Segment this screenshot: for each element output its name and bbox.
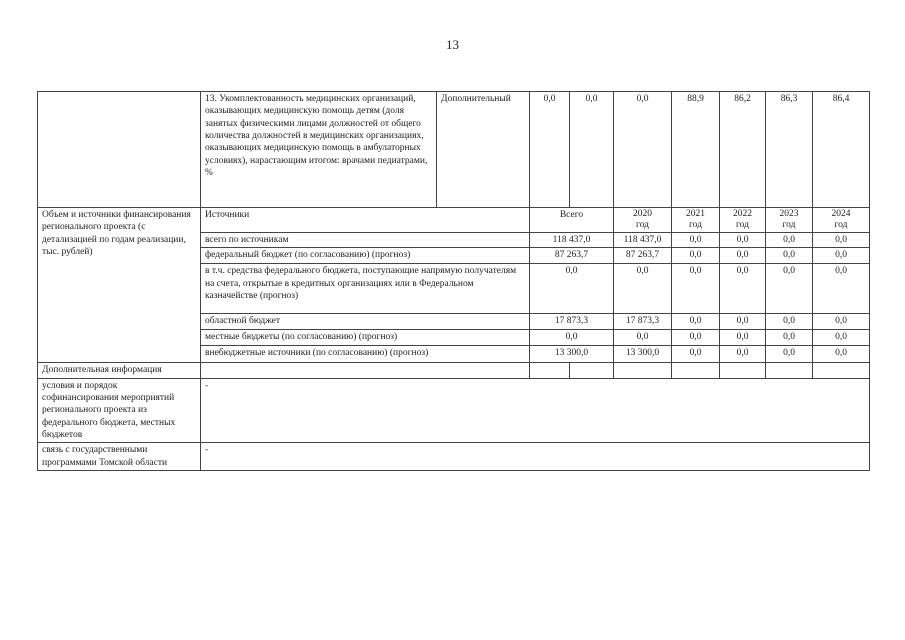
indicator-value: 86,4 <box>813 92 870 208</box>
funding-total-value: 87 263,7 <box>530 248 614 264</box>
funding-year-value: 0,0 <box>720 330 766 346</box>
indicator-value: 0,0 <box>530 92 570 208</box>
funding-year-value: 0,0 <box>672 264 720 314</box>
funding-total-value: 0,0 <box>530 330 614 346</box>
funding-label: Объем и источники финансирования регионального проекта (с детализацией по годам реализации, тыс. рублей) <box>38 208 201 363</box>
funding-year-value: 0,0 <box>672 314 720 330</box>
funding-source-label: областной бюджет <box>201 314 530 330</box>
funding-total-value: 118 437,0 <box>530 232 614 247</box>
funding-total-value: 0,0 <box>530 264 614 314</box>
funding-year-value: 0,0 <box>766 314 813 330</box>
funding-source-label: всего по источникам <box>201 232 530 247</box>
funding-total-value: 13 300,0 <box>530 346 614 363</box>
additional-info-empty-cell <box>672 363 720 378</box>
funding-year-value: 0,0 <box>720 248 766 264</box>
additional-info-empty-cell <box>813 363 870 378</box>
funding-source-label: местные бюджеты (по согласованию) (прогноз) <box>201 330 530 346</box>
additional-info-empty-cell <box>201 363 530 378</box>
indicator-empty-cell <box>38 92 201 208</box>
passport-table <box>37 91 870 471</box>
cofinancing-value: - <box>201 378 870 443</box>
indicator-value: 86,2 <box>720 92 766 208</box>
funding-source-label: федеральный бюджет (по согласованию) (прогноз) <box>201 248 530 264</box>
funding-total-header: Всего <box>530 208 614 233</box>
programs-label: связь с государственными программами Томской области <box>38 443 201 471</box>
indicator-row <box>38 92 870 208</box>
additional-info-row <box>38 363 870 378</box>
funding-year-value: 0,0 <box>720 314 766 330</box>
indicator-name: 13. Укомплектованность медицинских организаций, оказывающих медицинскую помощь детям (доля занятых физическими лицами должностей от общего количества должностей в медицинских организациях, оказывающих медицинскую помощь в амбулаторных условиях), нарастающим итогом: врачами педиатрами, % <box>201 92 437 208</box>
funding-year-value: 0,0 <box>766 264 813 314</box>
funding-year-header: 2020 год <box>614 208 672 233</box>
funding-sources-header: Источники <box>201 208 530 233</box>
page-number: 13 <box>446 37 459 52</box>
funding-year-value: 0,0 <box>813 248 870 264</box>
funding-year-value: 0,0 <box>813 264 870 314</box>
additional-info-label: Дополнительная информация <box>38 363 201 378</box>
funding-year-value: 0,0 <box>672 248 720 264</box>
funding-source-label: в т.ч. средства федерального бюджета, поступающие напрямую получателям на счета, открытые в кредитных организациях или в Федеральном казначействе (прогноз) <box>201 264 530 314</box>
funding-year-value: 87 263,7 <box>614 248 672 264</box>
funding-year-value: 0,0 <box>813 346 870 363</box>
funding-year-value: 0,0 <box>614 330 672 346</box>
funding-year-value: 17 873,3 <box>614 314 672 330</box>
programs-value: - <box>201 443 870 471</box>
funding-source-label: внебюджетные источники (по согласованию) (прогноз) <box>201 346 530 363</box>
additional-info-empty-cell <box>720 363 766 378</box>
funding-year-value: 0,0 <box>813 314 870 330</box>
funding-year-header: 2021 год <box>672 208 720 233</box>
cofinancing-row <box>38 378 870 443</box>
cofinancing-label: условия и порядок софинансирования мероприятий регионального проекта из федерального бюджета, местных бюджетов <box>38 378 201 443</box>
funding-year-value: 13 300,0 <box>614 346 672 363</box>
funding-total-value: 17 873,3 <box>530 314 614 330</box>
additional-info-empty-cell <box>614 363 672 378</box>
indicator-value: 0,0 <box>570 92 614 208</box>
funding-year-value: 0,0 <box>813 330 870 346</box>
funding-year-value: 0,0 <box>672 346 720 363</box>
funding-year-value: 0,0 <box>614 264 672 314</box>
indicator-value: 0,0 <box>614 92 672 208</box>
funding-year-value: 118 437,0 <box>614 232 672 247</box>
funding-year-header: 2022 год <box>720 208 766 233</box>
funding-header-row <box>38 208 870 233</box>
indicator-type: Дополнительный <box>437 92 530 208</box>
programs-row <box>38 443 870 471</box>
additional-info-empty-cell <box>766 363 813 378</box>
funding-year-header: 2023 год <box>766 208 813 233</box>
indicator-value: 86,3 <box>766 92 813 208</box>
funding-year-value: 0,0 <box>766 346 813 363</box>
funding-year-value: 0,0 <box>720 346 766 363</box>
funding-year-value: 0,0 <box>720 264 766 314</box>
additional-info-empty-cell <box>570 363 614 378</box>
funding-year-value: 0,0 <box>672 330 720 346</box>
indicator-value: 88,9 <box>672 92 720 208</box>
funding-year-value: 0,0 <box>766 232 813 247</box>
funding-year-value: 0,0 <box>813 232 870 247</box>
funding-year-value: 0,0 <box>720 232 766 247</box>
funding-year-value: 0,0 <box>766 330 813 346</box>
additional-info-empty-cell <box>530 363 570 378</box>
funding-year-value: 0,0 <box>672 232 720 247</box>
funding-year-value: 0,0 <box>766 248 813 264</box>
funding-year-header: 2024 год <box>813 208 870 233</box>
